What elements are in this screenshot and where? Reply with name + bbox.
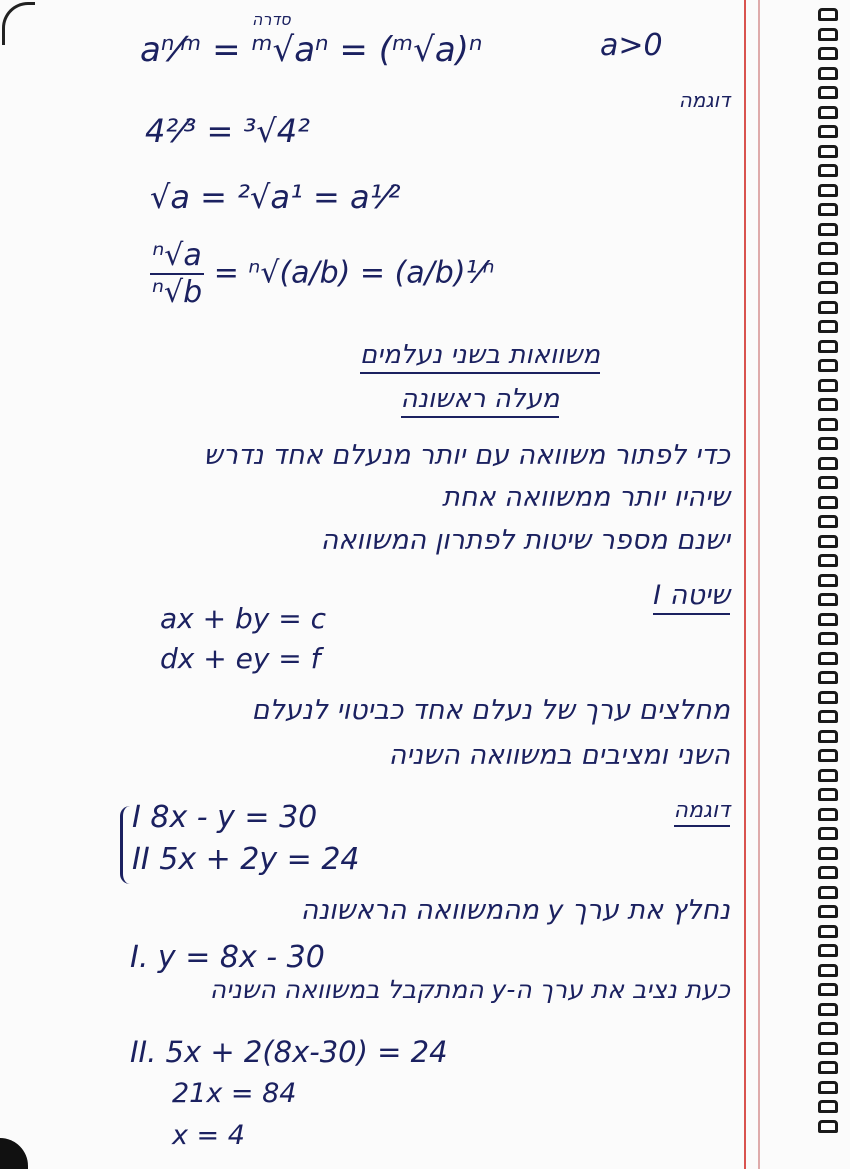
quotient-numerator: ⁿ√a bbox=[150, 238, 204, 275]
spiral-ring bbox=[818, 1100, 838, 1113]
bottom-corner-shadow bbox=[0, 1138, 28, 1169]
spiral-ring bbox=[818, 1120, 838, 1133]
spiral-ring bbox=[818, 905, 838, 918]
spiral-ring bbox=[818, 164, 838, 177]
spiral-ring bbox=[818, 535, 838, 548]
spiral-ring bbox=[818, 983, 838, 996]
spiral-ring bbox=[818, 574, 838, 587]
formula-example-4: 4²⁄³ = ³√4² bbox=[145, 112, 310, 150]
formula-sqrt-a: √a = ²√a¹ = a¹⁄² bbox=[150, 178, 401, 216]
spiral-ring bbox=[818, 457, 838, 470]
example-label-2-text: דוגמה bbox=[674, 798, 730, 827]
spiral-ring bbox=[818, 788, 838, 801]
spiral-ring bbox=[818, 47, 838, 60]
spiral-ring bbox=[818, 418, 838, 431]
formula-root-power: aⁿ⁄ᵐ = ᵐ√aⁿ = (ᵐ√a)ⁿ bbox=[140, 30, 483, 70]
formula-annotation: סדרה bbox=[252, 10, 291, 29]
method-eq1: ax + by = c bbox=[160, 602, 326, 635]
page-edge-line bbox=[758, 0, 760, 1169]
spiral-binding bbox=[818, 8, 848, 1158]
heading-line1-text: משוואות בשני נעלמים bbox=[360, 340, 600, 374]
spiral-ring bbox=[818, 944, 838, 957]
spiral-ring bbox=[818, 496, 838, 509]
spiral-ring bbox=[818, 515, 838, 528]
spiral-ring bbox=[818, 67, 838, 80]
spiral-ring bbox=[818, 652, 838, 665]
method-desc1: מחלצים ערך של נעלם אחד כביטוי לנעלם bbox=[251, 695, 730, 726]
spiral-ring bbox=[818, 203, 838, 216]
heading-line1 bbox=[330, 340, 630, 370]
spiral-ring bbox=[818, 827, 838, 840]
quotient-fraction bbox=[150, 238, 204, 310]
spiral-ring bbox=[818, 8, 838, 21]
heading-line2 bbox=[330, 384, 630, 414]
spiral-ring bbox=[818, 379, 838, 392]
solution-line3: x = 4 bbox=[172, 1120, 245, 1151]
method-title bbox=[600, 580, 730, 611]
example-label-1: דוגמה bbox=[678, 88, 730, 112]
spiral-ring bbox=[818, 710, 838, 723]
spiral-ring bbox=[818, 262, 838, 275]
heading-line2-text: מעלה ראשונה bbox=[401, 384, 560, 418]
spiral-ring bbox=[818, 691, 838, 704]
spiral-ring bbox=[818, 125, 838, 138]
margin-line bbox=[744, 0, 746, 1169]
spiral-ring bbox=[818, 671, 838, 684]
spiral-ring bbox=[818, 866, 838, 879]
example-step-text: נחלץ את ערך y מהמשוואה הראשונה bbox=[300, 895, 730, 926]
example-eq2: II 5x + 2y = 24 bbox=[132, 842, 360, 877]
spiral-ring bbox=[818, 886, 838, 899]
spiral-ring bbox=[818, 1061, 838, 1074]
spiral-ring bbox=[818, 730, 838, 743]
method-eq2: dx + ey = f bbox=[160, 642, 321, 675]
spiral-ring bbox=[818, 808, 838, 821]
solution-line2: 21x = 84 bbox=[172, 1078, 297, 1109]
intro-line2: שיהיו יותר ממשוואה אחת bbox=[442, 482, 730, 513]
spiral-ring bbox=[818, 242, 838, 255]
spiral-ring bbox=[818, 847, 838, 860]
quotient-rest: = ⁿ√(a/b) = (a/b)¹⁄ⁿ bbox=[213, 255, 495, 291]
spiral-ring bbox=[818, 1022, 838, 1035]
spiral-ring bbox=[818, 145, 838, 158]
formula-root-quotient bbox=[150, 238, 495, 310]
spiral-ring bbox=[818, 1003, 838, 1016]
spiral-ring bbox=[818, 964, 838, 977]
example-step2-text: כעת נציב את ערך ה-y המתקבל במשוואה השניה bbox=[209, 975, 730, 1004]
spiral-ring bbox=[818, 28, 838, 41]
spiral-ring bbox=[818, 613, 838, 626]
formula-condition: a>0 bbox=[600, 28, 663, 63]
example-step1: I. y = 8x - 30 bbox=[130, 940, 325, 975]
method-desc2: השני ומציבים במשוואה השניה bbox=[388, 740, 730, 771]
spiral-ring bbox=[818, 632, 838, 645]
spiral-ring bbox=[818, 925, 838, 938]
spiral-ring bbox=[818, 340, 838, 353]
spiral-ring bbox=[818, 281, 838, 294]
spiral-ring bbox=[818, 769, 838, 782]
intro-line1: כדי לפתור משוואה עם יותר מנעלם אחד נדרש bbox=[203, 440, 730, 471]
spiral-ring bbox=[818, 476, 838, 489]
spiral-ring bbox=[818, 359, 838, 372]
spiral-ring bbox=[818, 86, 838, 99]
spiral-ring bbox=[818, 223, 838, 236]
spiral-ring bbox=[818, 1042, 838, 1055]
spiral-ring bbox=[818, 1081, 838, 1094]
spiral-ring bbox=[818, 749, 838, 762]
spiral-ring bbox=[818, 554, 838, 567]
solution-line1: II. 5x + 2(8x-30) = 24 bbox=[130, 1035, 448, 1069]
spiral-ring bbox=[818, 106, 838, 119]
example-label-2 bbox=[620, 798, 730, 823]
spiral-ring bbox=[818, 301, 838, 314]
spiral-ring bbox=[818, 437, 838, 450]
spiral-ring bbox=[818, 184, 838, 197]
example-eq1: I 8x - y = 30 bbox=[132, 800, 318, 835]
method-title-text: שיטה I bbox=[653, 580, 730, 615]
intro-line3: ישנם מספר שיטות לפתרון המשוואה bbox=[320, 525, 730, 556]
spiral-ring bbox=[818, 398, 838, 411]
spiral-ring bbox=[818, 593, 838, 606]
quotient-denominator: ⁿ√b bbox=[152, 275, 203, 310]
page-fold-corner bbox=[2, 2, 35, 45]
spiral-ring bbox=[818, 320, 838, 333]
